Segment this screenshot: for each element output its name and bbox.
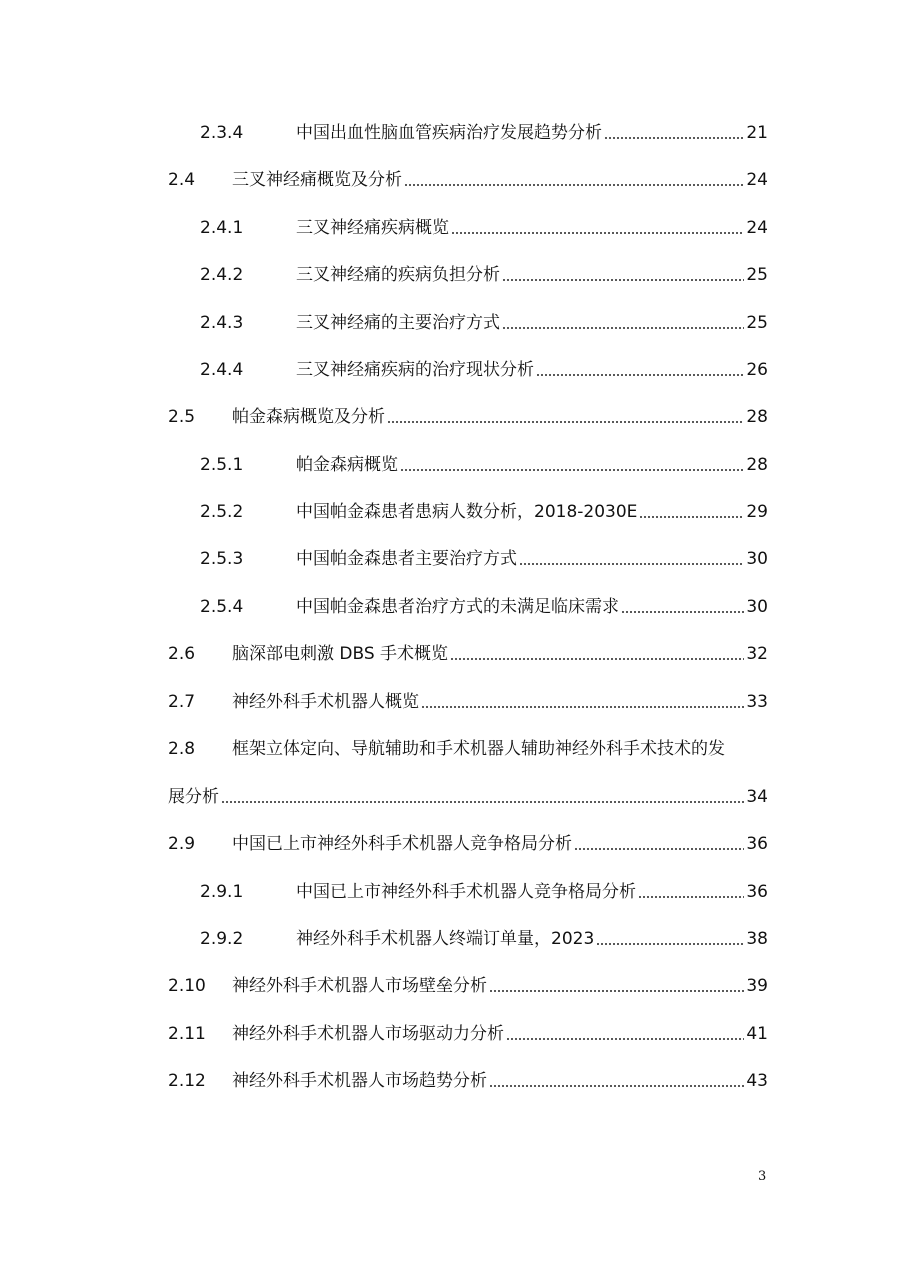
toc-entry-title: 三叉神经痛疾病的治疗现状分析 xyxy=(296,360,534,380)
toc-entry[interactable] xyxy=(168,973,768,997)
toc-entry-title: 三叉神经痛的疾病负担分析 xyxy=(296,265,500,285)
toc-entry-page: 32 xyxy=(746,644,768,664)
toc-entry-title: 中国帕金森患者患病人数分析，2018-2030E xyxy=(296,502,638,522)
toc-entry-page: 33 xyxy=(746,692,768,712)
toc-entry-title: 神经外科手术机器人市场驱动力分析 xyxy=(232,1024,504,1044)
toc-entry-title: 中国出血性脑血管疾病治疗发展趋势分析 xyxy=(296,123,602,143)
leader-dots xyxy=(502,327,744,329)
toc-entry[interactable] xyxy=(200,499,768,523)
toc-entry-number: 2.6 xyxy=(168,644,196,664)
toc-entry-page: 36 xyxy=(746,882,768,902)
toc-entry[interactable] xyxy=(200,546,768,570)
leader-dots xyxy=(489,1085,744,1087)
leader-dots xyxy=(502,279,744,281)
toc-entry[interactable] xyxy=(168,404,768,428)
toc-entry-number: 2.5.2 xyxy=(200,502,244,522)
toc-entry[interactable] xyxy=(168,831,768,855)
toc-entry-title: 神经外科手术机器人市场趋势分析 xyxy=(232,1071,487,1091)
leader-dots xyxy=(221,801,744,803)
leader-dots xyxy=(638,896,744,898)
toc-entry-page: 43 xyxy=(746,1071,768,1091)
toc-entry[interactable] xyxy=(200,452,768,476)
toc-entry[interactable] xyxy=(168,1068,768,1092)
leader-dots xyxy=(621,611,744,613)
toc-entry[interactable] xyxy=(168,1021,768,1045)
toc-entry-wrapped[interactable] xyxy=(168,738,768,760)
toc-entry-page: 30 xyxy=(746,597,768,617)
leader-dots xyxy=(574,848,744,850)
toc-entry-title: 神经外科手术机器人市场壁垒分析 xyxy=(232,976,487,996)
leader-dots xyxy=(400,469,744,471)
toc-entry-page: 39 xyxy=(746,976,768,996)
toc-entry-title: 展分析 xyxy=(168,787,219,807)
toc-entry-title: 帕金森病概览 xyxy=(296,455,398,475)
toc-entry-page: 28 xyxy=(746,407,768,427)
toc-entry-title: 中国已上市神经外科手术机器人竞争格局分析 xyxy=(296,882,636,902)
toc-entry-number: 2.7 xyxy=(168,692,196,712)
leader-dots xyxy=(387,421,744,423)
toc-entry-title: 神经外科手术机器人概览 xyxy=(232,692,419,712)
toc-entry-number: 2.12 xyxy=(168,1071,206,1091)
leader-dots xyxy=(519,563,744,565)
toc-entry-page: 30 xyxy=(746,549,768,569)
toc-entry-number: 2.4.1 xyxy=(200,218,244,238)
toc-entry-number: 2.11 xyxy=(168,1024,206,1044)
toc-entry-number: 2.4.4 xyxy=(200,360,244,380)
leader-dots xyxy=(639,516,744,518)
toc-entry[interactable] xyxy=(168,641,768,665)
toc-entry-page: 25 xyxy=(746,313,768,333)
toc-entry-number: 2.5.4 xyxy=(200,597,244,617)
toc-entry-page: 34 xyxy=(746,787,768,807)
toc-entry-title: 三叉神经痛概览及分析 xyxy=(232,170,402,190)
toc-entry[interactable] xyxy=(168,689,768,713)
page-number: 3 xyxy=(758,1169,767,1184)
leader-dots xyxy=(596,943,744,945)
toc-entry-page: 41 xyxy=(746,1024,768,1044)
toc-entry-continuation[interactable] xyxy=(168,784,768,808)
toc-entry-number: 2.4.3 xyxy=(200,313,244,333)
toc-entry-title: 帕金森病概览及分析 xyxy=(232,407,385,427)
toc-entry-page: 28 xyxy=(746,455,768,475)
toc-entry-title: 框架立体定向、导航辅助和手术机器人辅助神经外科手术技术的发 xyxy=(232,739,725,759)
toc-entry[interactable] xyxy=(168,167,768,191)
toc-entry-number: 2.4 xyxy=(168,170,196,190)
toc-entry[interactable] xyxy=(200,594,768,618)
toc-entry-page: 21 xyxy=(746,123,768,143)
toc-entry[interactable] xyxy=(200,310,768,334)
toc-entry-number: 2.8 xyxy=(168,739,196,759)
toc-entry-page: 36 xyxy=(746,834,768,854)
toc-entry[interactable] xyxy=(200,262,768,286)
leader-dots xyxy=(404,184,744,186)
toc-entry[interactable] xyxy=(200,215,768,239)
leader-dots xyxy=(451,232,744,234)
leader-dots xyxy=(506,1038,744,1040)
toc-entry-page: 26 xyxy=(746,360,768,380)
leader-dots xyxy=(489,990,744,992)
toc-entry-number: 2.10 xyxy=(168,976,206,996)
toc-entry[interactable] xyxy=(200,926,768,950)
toc-entry-title: 三叉神经痛疾病概览 xyxy=(296,218,449,238)
toc-entry-title: 中国已上市神经外科手术机器人竞争格局分析 xyxy=(232,834,572,854)
toc-entry-page: 24 xyxy=(746,218,768,238)
toc-entry-number: 2.5.1 xyxy=(200,455,244,475)
toc-entry-number: 2.5 xyxy=(168,407,196,427)
leader-dots xyxy=(604,137,744,139)
toc-entry-number: 2.5.3 xyxy=(200,549,244,569)
toc-entry-page: 24 xyxy=(746,170,768,190)
toc-entry-title: 脑深部电刺激 DBS 手术概览 xyxy=(232,644,449,664)
toc-entry[interactable] xyxy=(200,120,768,144)
leader-dots xyxy=(536,374,744,376)
toc-entry[interactable] xyxy=(200,357,768,381)
toc-entry-number: 2.9 xyxy=(168,834,196,854)
toc-entry-number: 2.9.2 xyxy=(200,929,244,949)
toc-entry[interactable] xyxy=(200,879,768,903)
toc-entry-title: 三叉神经痛的主要治疗方式 xyxy=(296,313,500,333)
toc-entry-page: 25 xyxy=(746,265,768,285)
toc-entry-title: 神经外科手术机器人终端订单量，2023 xyxy=(296,929,595,949)
toc-entry-page: 29 xyxy=(746,502,768,522)
toc-entry-title: 中国帕金森患者治疗方式的未满足临床需求 xyxy=(296,597,619,617)
leader-dots xyxy=(421,706,744,708)
toc-entry-title: 中国帕金森患者主要治疗方式 xyxy=(296,549,517,569)
toc-entry-number: 2.9.1 xyxy=(200,882,244,902)
toc-entry-number: 2.3.4 xyxy=(200,123,244,143)
toc-entry-page: 38 xyxy=(746,929,768,949)
toc-entry-number: 2.4.2 xyxy=(200,265,244,285)
leader-dots xyxy=(450,658,744,660)
